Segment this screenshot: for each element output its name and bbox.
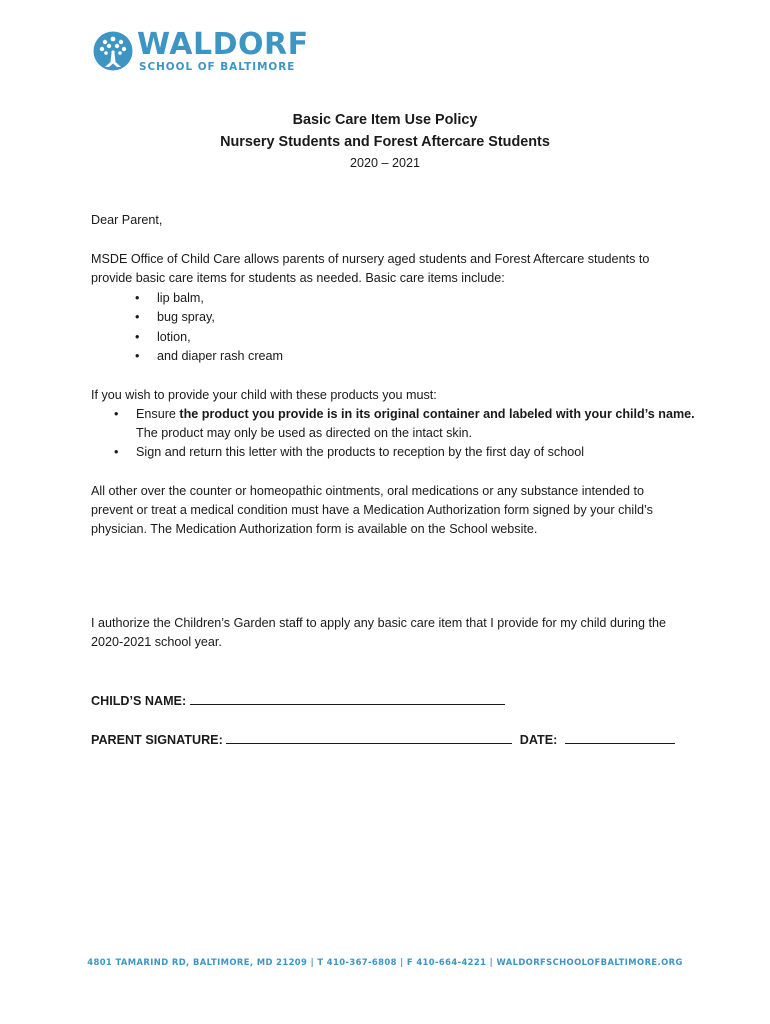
care-item-4: and diaper rash cream [157,349,284,363]
bullet-6: • [114,445,119,459]
child-name-line[interactable] [190,690,505,705]
requirement-2: Sign and return this letter with the products to reception by the first day of school [136,445,585,459]
bullet-5: • [114,407,119,421]
tree-icon [93,31,133,73]
care-item-2: bug spray, [157,310,215,324]
child-name-label: CHILD’S NAME: [91,694,187,708]
care-item-1: lip balm, [157,291,204,305]
school-years: 2020 – 2021 [349,156,421,170]
bullet-4: • [135,349,140,363]
intro-paragraph: MSDE Office of Child Care allows parents of nursery aged students and Forest Aftercare students to provide basic care items for students as needed. Basic care items include: [91,252,650,285]
footer-contact: 4801 TAMARIND RD, BALTIMORE, MD 21209 | T 410-367-6808 | F 410-664-4221 | WALDORFSCHOOLOFBALTIMORE.ORG [87,957,683,967]
logo-name: WALDORF [137,27,309,62]
logo-subtitle: SCHOOL OF BALTIMORE [139,61,296,73]
parent-signature-line[interactable] [226,729,512,744]
date-line[interactable] [565,729,675,744]
document-title: Basic Care Item Use Policy [292,112,478,128]
greeting: Dear Parent, [91,213,163,227]
school-logo [93,27,309,75]
other-paragraph: All other over the counter or homeopathic ointments, oral medications or any substance intended to prevent or treat a medical condition must have a Medication Authorization form signed by your child’s physician. The Medication Authorization form is available on the School website. [91,484,653,536]
document-subtitle: Nursery Students and Forest Aftercare Students [220,134,550,150]
parent-signature-label: PARENT SIGNATURE: [91,733,223,747]
date-label: DATE: [519,733,558,747]
bullet-2: • [135,310,140,324]
parent-signature-field[interactable] [91,729,675,750]
bullet-3: • [135,330,140,344]
child-name-field[interactable] [91,690,505,711]
bullet-1: • [135,291,140,305]
authorize-paragraph: I authorize the Children’s Garden staff to apply any basic care item that I provide for my child during the 2020-2021 school year. [91,616,666,649]
requirement-1: Ensure the product you provide is in its original container and labeled with your child’s name. The product may only be used as directed on the intact skin. [136,407,695,440]
care-item-3: lotion, [157,330,191,344]
wish-intro: If you wish to provide your child with these products you must: [91,388,437,402]
